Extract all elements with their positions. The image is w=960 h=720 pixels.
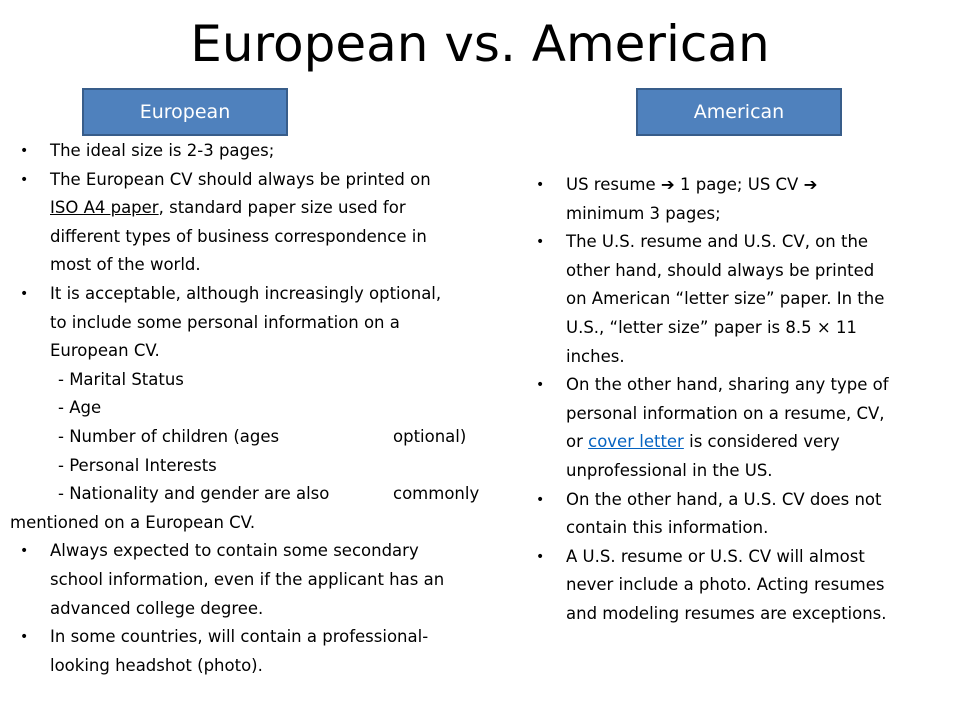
bullet-text: 1 page; US CV [679,175,799,194]
bullet-icon: • [536,177,545,193]
bullet-item [536,228,951,371]
bullet-icon: • [536,491,545,508]
bullet-text: On the other hand, sharing any type of [566,375,889,395]
bullet-text: inches. [566,346,625,366]
bullet-text-line [50,194,510,223]
bullet-text: The European CV should always be printed on [50,169,431,189]
bullet-text: Always expected to contain some secondary [50,541,419,561]
bullet-text: on American “letter size” paper. In the [566,289,885,309]
bullet-text: advanced college degree. [50,598,264,618]
bullet-item [20,623,510,680]
bullet-item [536,543,951,629]
bullet-text: personal information on a resume, CV, [566,403,885,423]
american-header-button[interactable]: American [636,88,842,136]
bullet-text: different types of business correspondence in [50,226,427,246]
sub-item-text: optional) [393,426,467,446]
sub-item-text: - Nationality and gender are also [58,484,330,504]
sub-item-text: - Number of children (ages [58,426,280,446]
bullet-text-line [566,428,951,457]
european-column [10,137,510,680]
bullet-icon: • [20,285,29,302]
iso-a4-paper-link[interactable]: ISO A4 paper [50,198,159,218]
bullet-text: looking headshot (photo). [50,655,263,675]
bullet-icon: • [536,234,545,251]
bullet-icon: • [536,377,545,394]
american-column [536,171,951,629]
bullet-text: never include a photo. Acting resumes [566,575,885,595]
bullet-item [536,371,951,485]
bullet-text: European CV. [50,341,160,361]
arrow-right-icon: ➔ [803,175,818,194]
bullet-text: A U.S. resume or U.S. CV will almost [566,546,865,566]
bullet-text-line [566,171,951,200]
bullet-text: In some countries, will contain a professional- [50,627,429,647]
bullet-text: and modeling resumes are exceptions. [566,603,887,623]
bullet-icon: • [536,548,545,565]
bullet-text: or [566,432,589,452]
bullet-text: On the other hand, a U.S. CV does not [566,489,882,509]
bullet-text: minimum 3 pages; [566,203,721,223]
sub-item [10,480,510,509]
bullet-text: The U.S. resume and U.S. CV, on the [566,232,869,252]
bullet-text: The ideal size is 2-3 pages; [50,141,275,160]
bullet-text: , standard paper size used for [158,198,406,218]
bullet-item [20,537,510,623]
sub-item: - Age [58,398,102,418]
sub-item: - Personal Interests [58,455,217,475]
bullet-item [536,171,951,228]
cover-letter-link[interactable]: cover letter [588,432,684,452]
bullet-icon: • [20,171,29,188]
sub-item [10,423,510,452]
bullet-text: most of the world. [50,255,201,275]
bullet-icon: • [20,629,29,646]
bullet-item [20,280,510,366]
bullet-text: is considered very [683,432,840,452]
sub-item-text: commonly [393,484,480,504]
bullet-text: It is acceptable, although increasingly optional, [50,283,442,303]
bullet-text: unprofessional in the US. [566,460,773,480]
sub-item-continuation: mentioned on a European CV. [10,512,256,532]
bullet-text: school information, even if the applicant has an [50,569,445,589]
bullet-text: to include some personal information on a [50,312,400,332]
european-header-button[interactable]: European [82,88,288,136]
slide-title: European vs. American [190,15,770,73]
bullet-text: contain this information. [566,518,769,538]
bullet-item [536,486,951,543]
bullet-icon: • [20,543,29,560]
sub-item: - Marital Status [58,369,184,389]
bullet-text: U.S., “letter size” paper is 8.5 × 11 [566,317,857,337]
bullet-text: other hand, should always be printed [566,260,875,280]
bullet-icon: • [20,143,29,159]
bullet-item [20,137,510,166]
bullet-text: US resume [566,175,656,194]
arrow-right-icon: ➔ [660,175,675,194]
bullet-item [20,166,510,280]
